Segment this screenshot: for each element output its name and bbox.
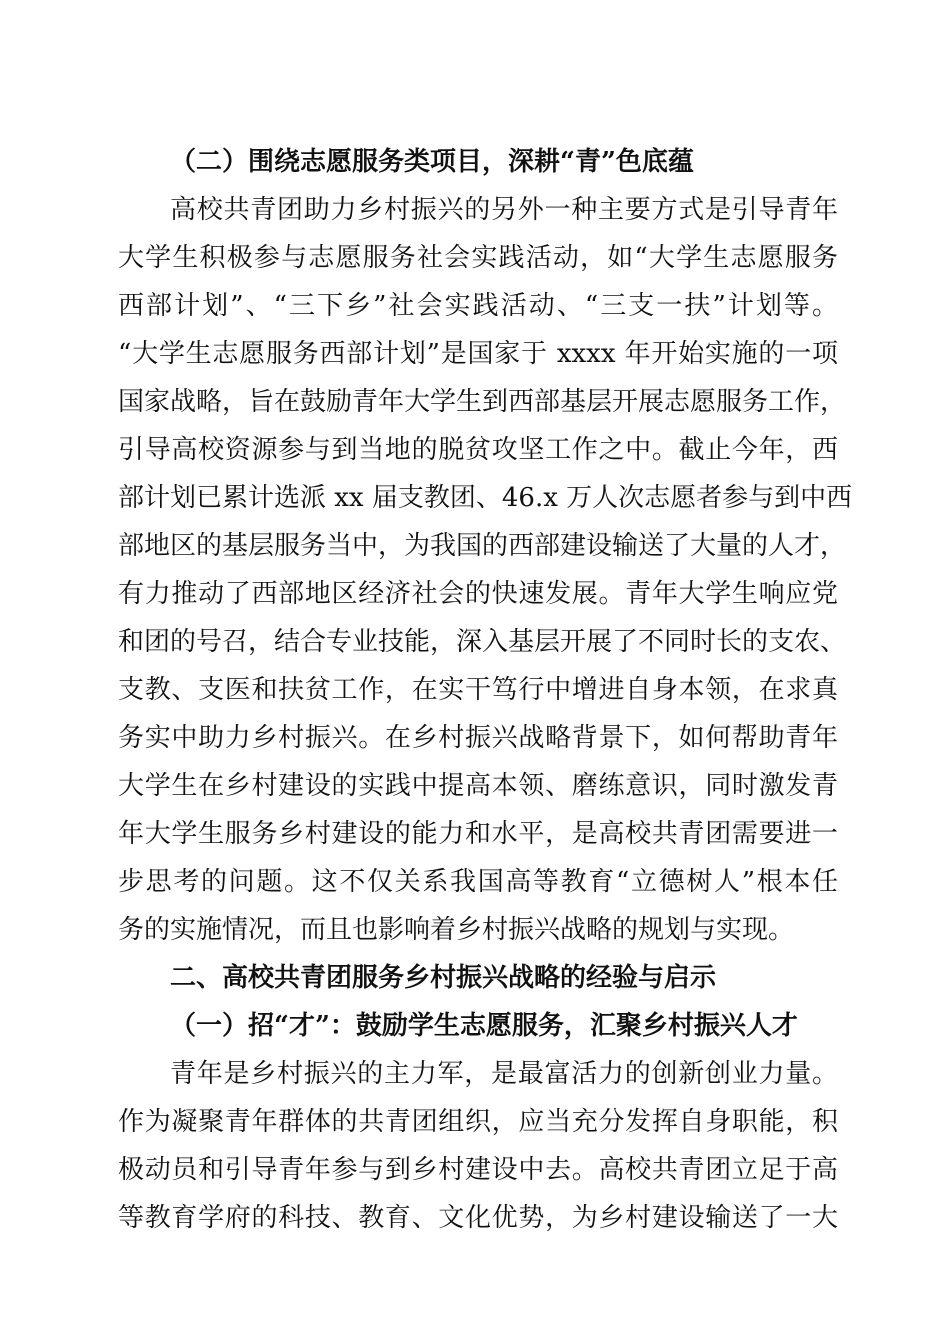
paragraph-line: 支教、支医和扶贫工作，在实干笃行中增进自身本领，在求真 bbox=[118, 675, 838, 705]
paragraph-line: 有力推动了西部地区经济社会的快速发展。青年大学生响应党 bbox=[118, 579, 838, 609]
paragraph-line: 高校共青团助力乡村振兴的另外一种主要方式是引导青年 bbox=[170, 195, 838, 225]
paragraph-line: 务的实施情况，而且也影响着乡村振兴战略的规划与实现。 bbox=[118, 915, 795, 945]
section-heading-volunteer-projects: （二）围绕志愿服务类项目，深耕“青”色底蕴 bbox=[170, 147, 694, 177]
paragraph-line: 大学生在乡村建设的实践中提高本领、磨练意识，同时激发青 bbox=[118, 771, 838, 801]
paragraph-line: 年大学生服务乡村建设的能力和水平，是高校共青团需要进一 bbox=[118, 819, 838, 849]
paragraph-line: 青年是乡村振兴的主力军，是最富活力的创新创业力量。 bbox=[170, 1059, 838, 1089]
paragraph-line: 和团的号召，结合专业技能，深入基层开展了不同时长的支农、 bbox=[118, 627, 847, 657]
paragraph-line: 大学生积极参与志愿服务社会实践活动，如“大学生志愿服务 bbox=[118, 243, 838, 273]
paragraph-line: 作为凝聚青年群体的共青团组织，应当充分发挥自身职能，积 bbox=[118, 1107, 838, 1137]
section-heading-recruit-talent: （一）招“才”：鼓励学生志愿服务，汇聚乡村振兴人才 bbox=[170, 1011, 798, 1041]
paragraph-line: 务实中助力乡村振兴。在乡村振兴战略背景下，如何帮助青年 bbox=[118, 723, 838, 753]
paragraph-line: 等教育学府的科技、教育、文化优势，为乡村建设输送了一大 bbox=[118, 1203, 838, 1233]
chapter-heading: 二、高校共青团服务乡村振兴战略的经验与启示 bbox=[170, 963, 717, 993]
paragraph-line: 部地区的基层服务当中，为我国的西部建设输送了大量的人才， bbox=[118, 531, 847, 561]
paragraph-line: 极动员和引导青年参与到乡村建设中去。高校共青团立足于高 bbox=[118, 1155, 838, 1185]
paragraph-line: 部计划已累计选派 xx 届支教团、46.x 万人次志愿者参与到中西 bbox=[118, 483, 853, 513]
paragraph-line: 西部计划”、“三下乡”社会实践活动、“三支一扶”计划等。 bbox=[118, 291, 838, 321]
paragraph-line: 步思考的问题。这不仅关系我国高等教育“立德树人”根本任 bbox=[118, 867, 838, 897]
paragraph-line: 国家战略，旨在鼓励青年大学生到西部基层开展志愿服务工作， bbox=[118, 387, 847, 417]
paragraph-line: 引导高校资源参与到当地的脱贫攻坚工作之中。截止今年，西 bbox=[118, 435, 838, 465]
paragraph-line: “大学生志愿服务西部计划”是国家于 xxxx 年开始实施的一项 bbox=[118, 339, 838, 369]
